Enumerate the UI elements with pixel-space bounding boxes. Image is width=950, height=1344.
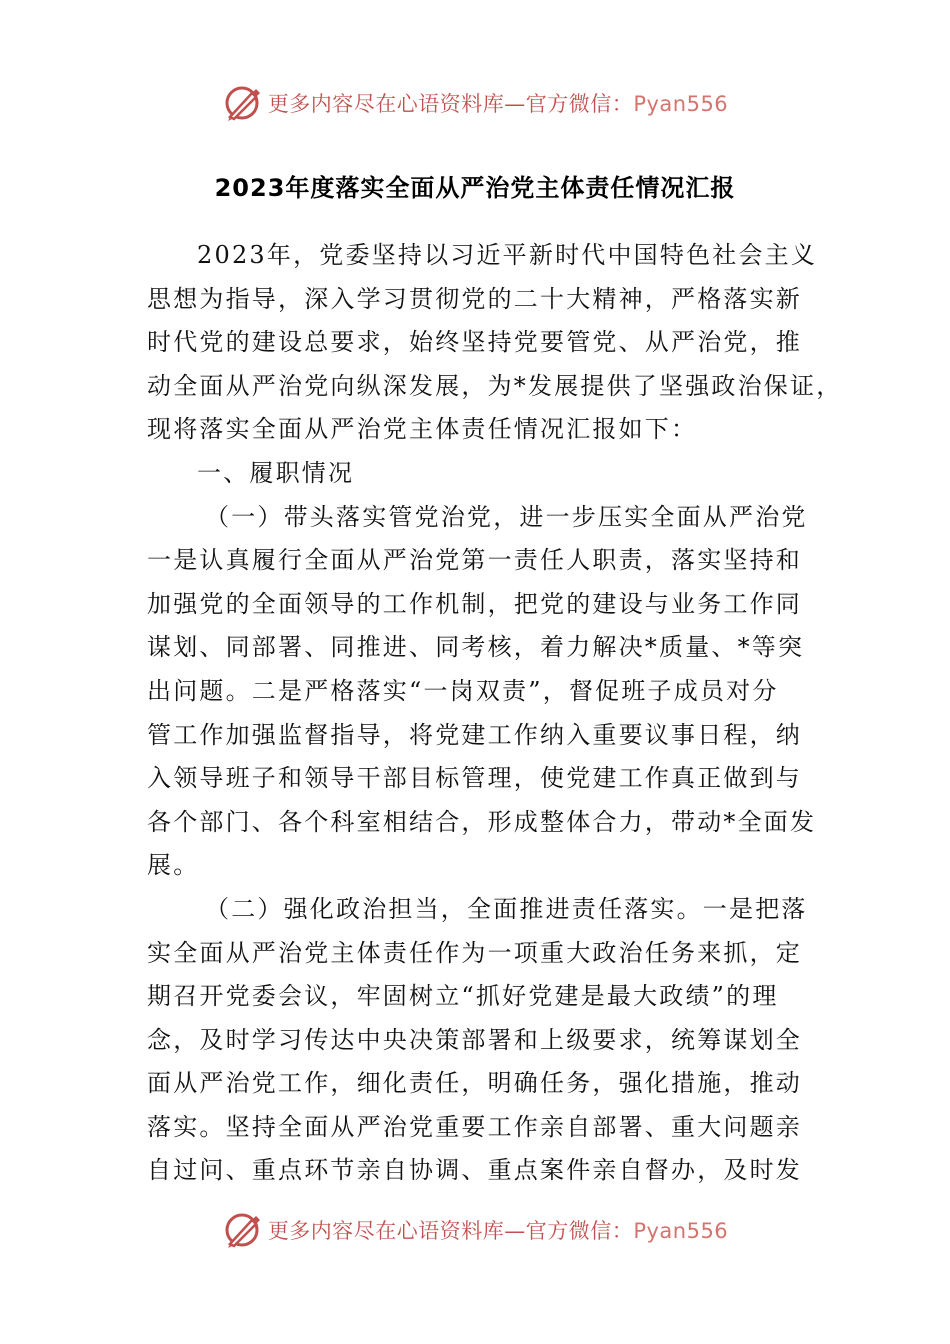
wechat-id: Pyan556 (633, 1219, 729, 1243)
body-line: 落实。坚持全面从严治党重要工作亲自部署、重大问题亲 (147, 1112, 802, 1141)
body-line: 动全面从严治党向纵深发展，为*发展提供了坚强政治保证， (147, 371, 843, 400)
footer-watermark (0, 1205, 950, 1255)
watermark-text: 更多内容尽在心语资料库—官方微信：Pyan556 (267, 92, 729, 116)
section-heading: 一、履职情况 (197, 458, 355, 487)
body-line: 念，及时学习传达中央决策部署和上级要求，统筹谋划全 (147, 1025, 802, 1054)
body-line: 出问题。二是严格落实“一岗双责”，督促班子成员对分 (147, 676, 779, 705)
header-watermark (0, 78, 950, 128)
watermark-text: 更多内容尽在心语资料库—官方微信：Pyan556 (267, 1219, 729, 1243)
body-line: 一是认真履行全面从严治党第一责任人职责，落实坚持和 (147, 546, 802, 575)
body-line: 展。 (147, 851, 200, 880)
pen-logo-icon (222, 1210, 262, 1250)
body-line: 现将落实全面从严治党主体责任情况汇报如下： (147, 415, 698, 444)
wechat-id: Pyan556 (633, 92, 729, 116)
body-line: 入领导班子和领导干部目标管理，使党建工作真正做到与 (147, 764, 802, 793)
body-line: 自过问、重点环节亲自协调、重点案件亲自督办，及时发 (147, 1156, 802, 1185)
body-line: 2023年，党委坚持以习近平新时代中国特色社会主义 (197, 241, 818, 269)
subsection-heading: （二）强化政治担当，全面推进责任落实。一是把落 (205, 894, 808, 923)
body-line: 实全面从严治党主体责任作为一项重大政治任务来抓，定 (147, 938, 802, 967)
body-line: 加强党的全面领导的工作机制，把党的建设与业务工作同 (147, 589, 802, 618)
body-line: 思想为指导，深入学习贯彻党的二十大精神，严格落实新 (147, 284, 802, 313)
document-body (147, 234, 843, 1193)
document-title: 2023年度落实全面从严治党主体责任情况汇报 (214, 174, 736, 202)
pen-logo-icon (222, 83, 262, 123)
subsection-heading: （一）带头落实管党治党，进一步压实全面从严治党 (205, 502, 808, 531)
body-line: 各个部门、各个科室相结合，形成整体合力，带动*全面发 (147, 807, 817, 836)
body-line: 时代党的建设总要求，始终坚持党要管党、从严治党，推 (147, 328, 802, 357)
body-line: 面从严治党工作，细化责任，明确任务，强化措施，推动 (147, 1069, 802, 1098)
body-line: 期召开党委会议，牢固树立“抓好党建是最大政绩”的理 (147, 982, 779, 1011)
body-line: 谋划、同部署、同推进、同考核，着力解决*质量、*等突 (147, 633, 805, 662)
body-line: 管工作加强监督指导，将党建工作纳入重要议事日程，纳 (147, 720, 802, 749)
